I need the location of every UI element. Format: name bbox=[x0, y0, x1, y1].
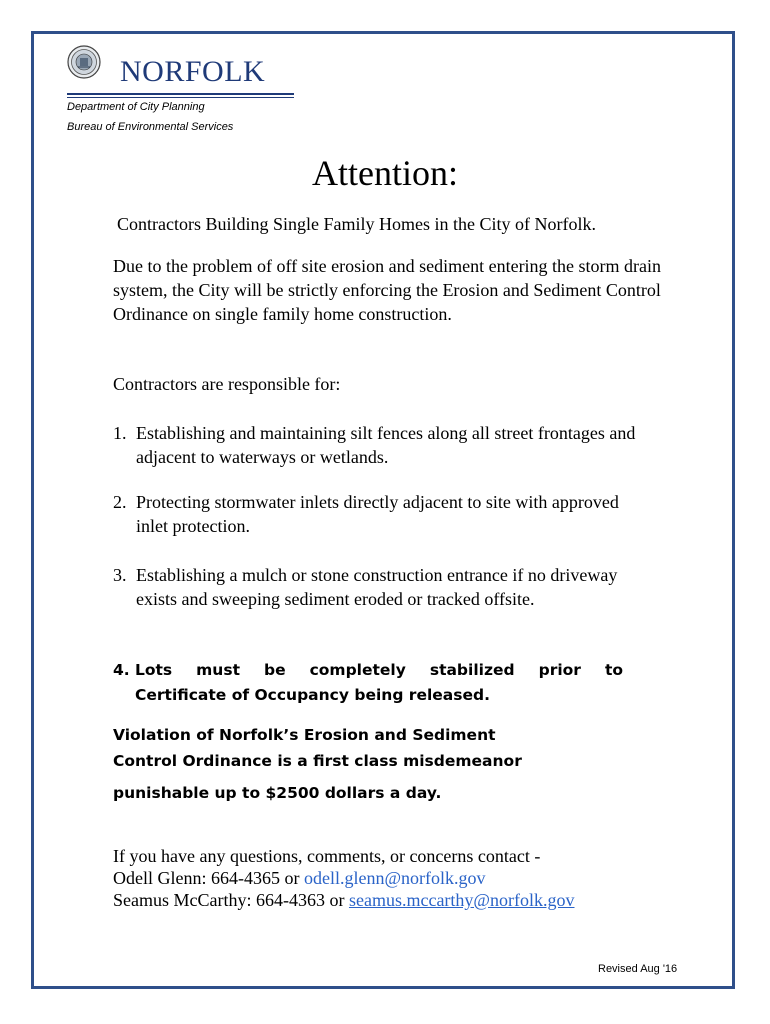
violation-line2: Control Ordinance is a first class misdemeanor bbox=[113, 752, 522, 770]
list-item-number: 1. bbox=[113, 423, 127, 443]
notice-subtitle: Contractors Building Single Family Homes in the City of Norfolk. bbox=[117, 214, 596, 234]
list-item-text: Establishing a mulch or stone construction entrance if no driveway exists and sweeping sediment eroded or tracked offsite. bbox=[136, 565, 618, 609]
contact-person-1-label: Odell Glenn: 664-4365 or bbox=[113, 868, 300, 888]
header-rule bbox=[67, 93, 294, 95]
item4-line1: Lots must be completely stabilized prior to bbox=[135, 661, 623, 679]
intro-paragraph: Due to the problem of off site erosion and sediment entering the storm drain system, the City will be strictly enforcing the Erosion and Sediment Control Ordinance on single family home construction. bbox=[113, 256, 662, 324]
contact-person-2-email-link[interactable]: seamus.mccarthy@norfolk.gov bbox=[348, 890, 575, 910]
city-seal-logo bbox=[67, 45, 101, 79]
list-item-number: 2. bbox=[113, 492, 127, 512]
contact-section bbox=[113, 845, 673, 911]
contact-person-2 bbox=[113, 889, 673, 911]
violation-line3: punishable up to $2500 dollars a day. bbox=[113, 784, 442, 802]
list-item bbox=[113, 490, 653, 538]
list-item-4 bbox=[113, 658, 623, 708]
notice-title bbox=[0, 152, 770, 194]
list-item-text: Protecting stormwater inlets directly adjacent to site with approved inlet protection. bbox=[136, 492, 619, 536]
contact-intro: If you have any questions, comments, or concerns contact - bbox=[113, 846, 541, 866]
notice-title-text: Attention: bbox=[312, 153, 458, 193]
list-item-number: 3. bbox=[113, 565, 127, 585]
list-item bbox=[113, 563, 653, 611]
contact-person-1-email-link[interactable]: odell.glenn@norfolk.gov bbox=[303, 868, 486, 888]
contact-person-2-label: Seamus McCarthy: 664-4363 or bbox=[113, 890, 345, 910]
violation-warning bbox=[113, 722, 633, 806]
contact-person-1 bbox=[113, 867, 673, 889]
bureau-name: Bureau of Environmental Services bbox=[67, 121, 234, 133]
violation-line1: Violation of Norfolk’s Erosion and Sediment bbox=[113, 726, 496, 744]
item4-line2: Certificate of Occupancy being released. bbox=[135, 686, 490, 704]
list-item-text: Establishing and maintaining silt fences along all street frontages and adjacent to waterways or wetlands. bbox=[136, 423, 636, 467]
header-rule-thin bbox=[67, 97, 294, 98]
list-item-number: 4. bbox=[113, 661, 130, 679]
revision-date: Revised Aug '16 bbox=[598, 963, 678, 975]
responsibilities-heading: Contractors are responsible for: bbox=[113, 374, 341, 394]
list-item-text bbox=[135, 658, 623, 708]
department-name: Department of City Planning bbox=[67, 101, 205, 113]
list-item bbox=[113, 421, 653, 469]
org-name: NORFOLK bbox=[120, 55, 266, 88]
